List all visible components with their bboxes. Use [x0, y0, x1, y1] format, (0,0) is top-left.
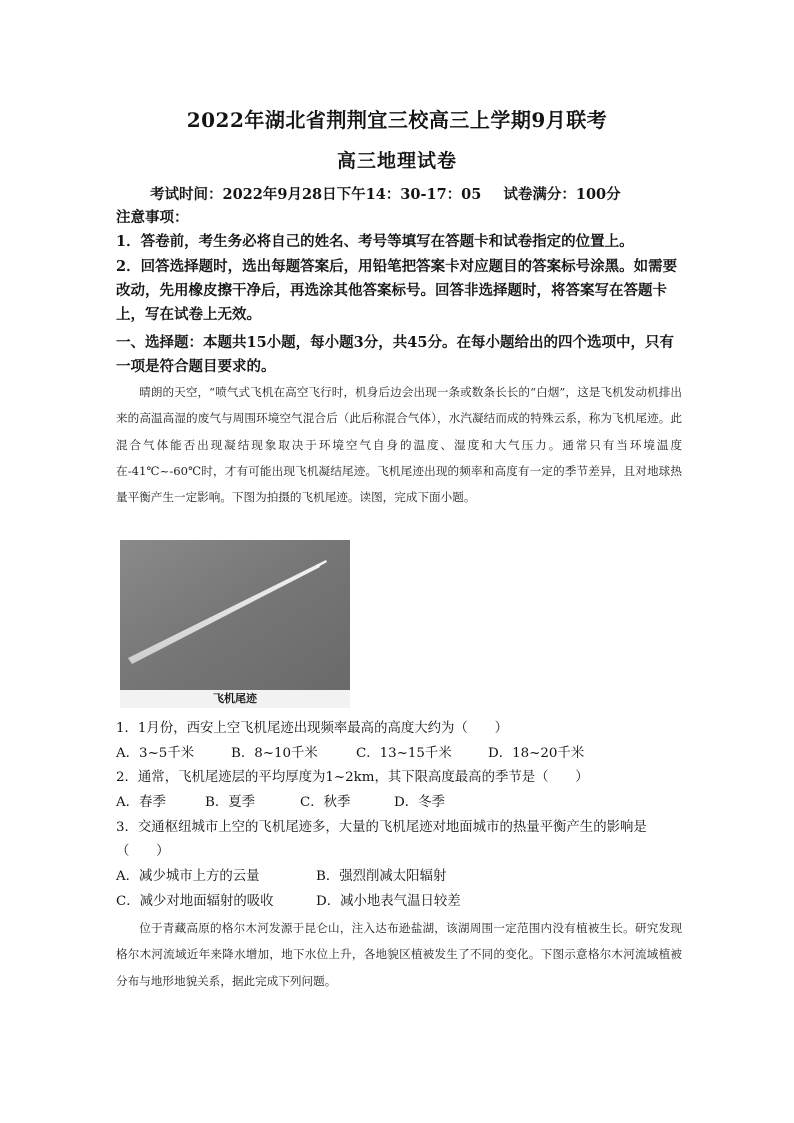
contrail-image [120, 540, 350, 690]
option-d: D．18~20千米 [488, 746, 585, 761]
notes-heading: 注意事项： [116, 209, 189, 226]
figure-caption: 飞机尾迹 [120, 690, 350, 708]
question-2-stem: 2．通常，飞机尾迹层的平均厚度为1~2km，其下限高度最高的季节是（ ） [116, 770, 589, 785]
question-3-options-row1 [116, 865, 446, 890]
question-3-options-row2 [116, 890, 461, 915]
question-2-options [116, 791, 445, 816]
option-a: A．减少城市上方的云量 [116, 869, 260, 884]
option-b: B．夏季 [205, 795, 256, 810]
section-heading: 一、选择题：本题共15小题，每小题3分，共45分。在每小题给出的四个选项中，只有一项是符合题目要求的。 [116, 334, 674, 376]
contrail-photo [120, 540, 350, 690]
exam-info-line [150, 183, 621, 204]
question-3-stem: 3．交通枢纽城市上空的飞机尾迹多，大量的飞机尾迹对地面城市的热量平衡产生的影响是 [116, 820, 647, 835]
reading-passage-1: 晴朗的天空，“喷气式飞机在高空飞行时，机身后边会出现一条或数条长长的“白烟”，这是飞机发动机排出来的高温高湿的废气与周围环境空气混合后（此后称混合气体），水汽凝结而成的特殊云系，称为飞机尾迹。此混合气体能否出现凝结现象取决于环境空气自身的温度、湿度和大气压力。通常只有当环境温度在-41℃~-60℃时，才有可能出现飞机凝结尾迹。飞机尾迹出现的频率和高度有一定的季节差异，且对地球热量平衡产生一定影响。下图为拍摄的飞机尾迹。读图，完成下面小题。 [116, 385, 682, 505]
reading-passage-2: 位于青藏高原的格尔木河发源于昆仑山，注入达布逊盐湖，该湖周围一定范围内没有植被生长。研究发现格尔木河流域近年来降水增加，地下水位上升，各地貌区植被发生了不同的变化。下图示意格尔木河流域植被分布与地形地貌关系，据此完成下列问题。 [116, 921, 682, 988]
notes-item-2: 2．回答选择题时，选出每题答案后，用铅笔把答案卡对应题目的答案标号涂黑。如需要改动，先用橡皮擦干净后，再选涂其他答案标号。回答非选择题时，将答案写在答题卡上，写在试卷上无效。 [116, 257, 678, 324]
option-b: B．强烈削减太阳辐射 [316, 869, 447, 884]
exam-subtitle: 高三地理试卷 [336, 150, 457, 172]
notes-item-1: 1．答卷前，考生务必将自己的姓名、考号等填写在答题卡和试卷指定的位置上。 [116, 233, 634, 251]
option-c: C．13~15千米 [356, 746, 452, 761]
option-c: C．减少对地面辐射的吸收 [116, 894, 274, 909]
contrail-figure [120, 540, 350, 708]
option-c: C．秋季 [300, 795, 351, 810]
sky-background [120, 540, 350, 690]
notes-block [116, 206, 688, 327]
question-3-stem-cont: （ ） [116, 844, 170, 859]
exam-time: 考试时间：2022年9月28日下午14：30-17：05 [150, 186, 482, 203]
question-1-stem: 1．1月份，西安上空飞机尾迹出现频率最高的高度大约为（ ） [116, 721, 508, 736]
option-a: A．春季 [116, 795, 166, 810]
exam-title: 2022年湖北省荆荆宜三校高三上学期9月联考 [186, 108, 608, 132]
question-1-options [116, 742, 584, 767]
option-d: D．冬季 [394, 795, 445, 810]
option-a: A．3~5千米 [116, 746, 195, 761]
option-b: B．8~10千米 [231, 746, 318, 761]
full-score: 试卷满分：100分 [503, 186, 621, 203]
option-d: D．减小地表气温日较差 [316, 894, 461, 909]
